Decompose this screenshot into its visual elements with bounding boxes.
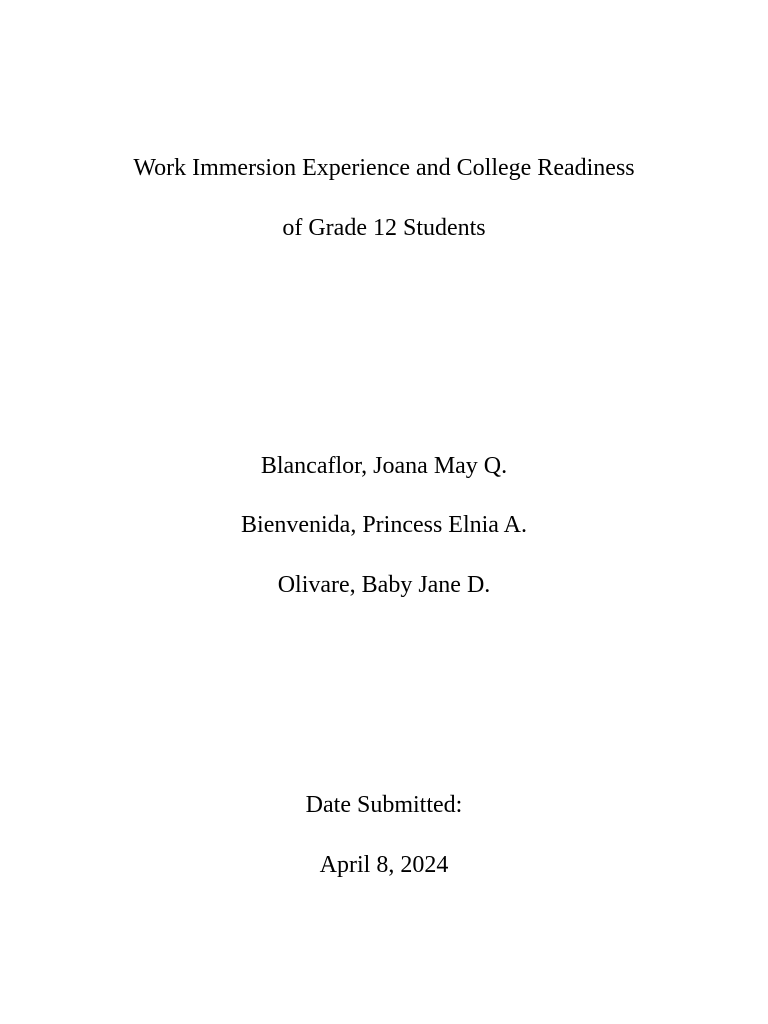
- author-name-3: Olivare, Baby Jane D.: [277, 572, 491, 598]
- author-name-2: Bienvenida, Princess Elnia A.: [241, 512, 527, 538]
- title-line-1: Work Immersion Experience and College Readiness: [133, 155, 635, 181]
- title-line-2: of Grade 12 Students: [282, 215, 486, 241]
- date-submitted-label: Date Submitted:: [305, 792, 463, 818]
- date-submitted-value: April 8, 2024: [319, 852, 449, 878]
- author-name-1: Blancaflor, Joana May Q.: [260, 453, 508, 479]
